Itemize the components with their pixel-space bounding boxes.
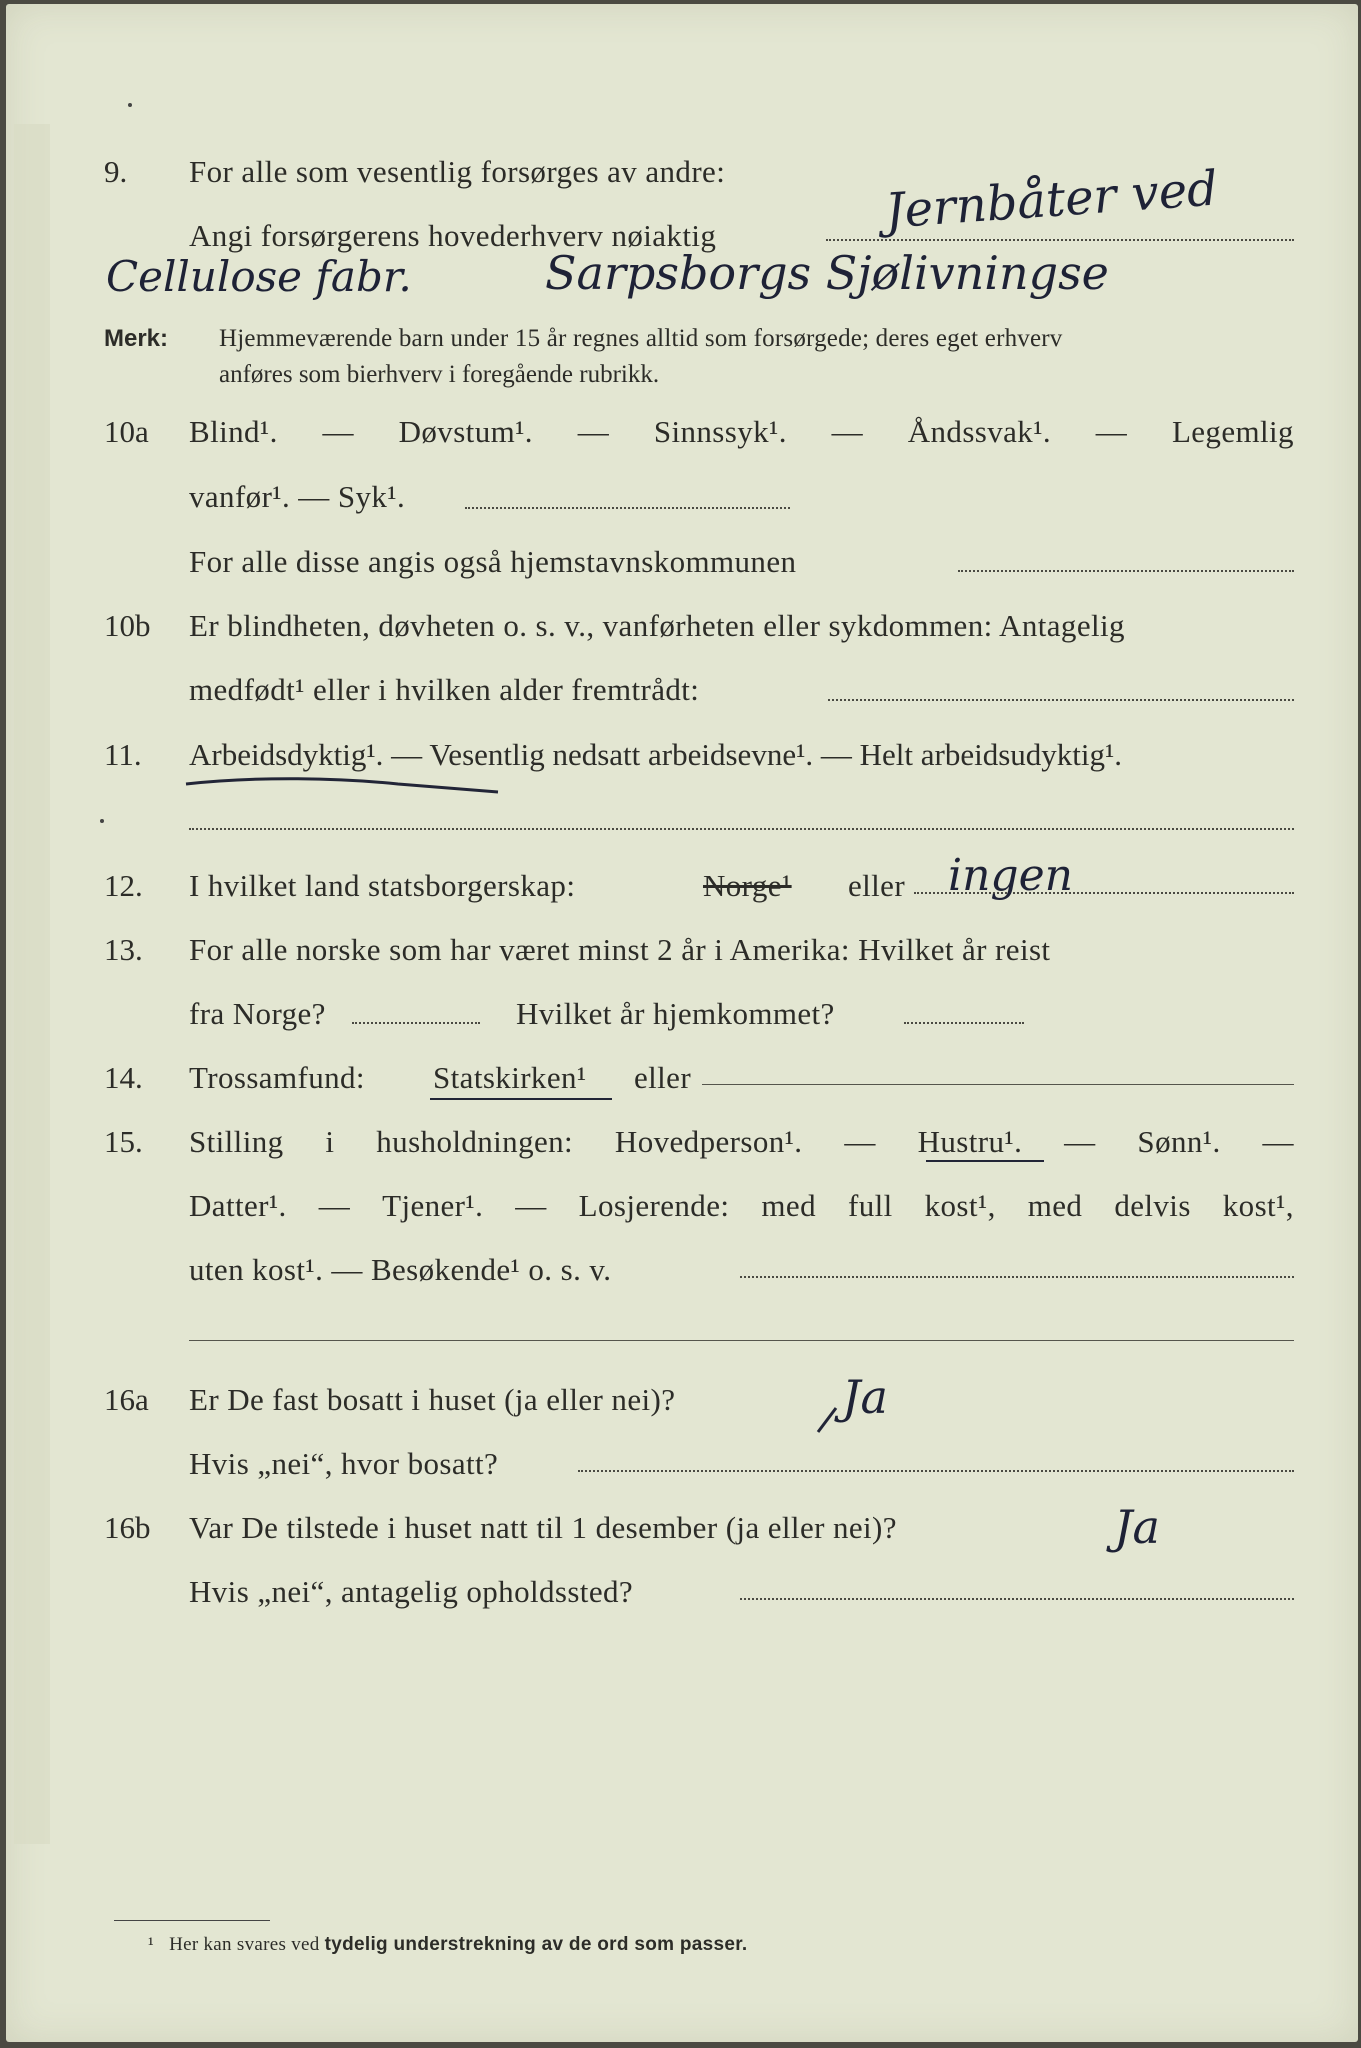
q10a-options — [189, 414, 1294, 450]
q9-handwritten-answer-2a: Cellulose fabr. — [106, 252, 412, 301]
q10b-row-1 — [0, 606, 1361, 650]
merk-text-line1: Hjemmeværende barn under 15 år regnes alltid som forsørgede; deres eget erhverv — [219, 325, 1063, 352]
q12-struck-option: Norge¹ — [703, 868, 792, 903]
q15-row-2 — [0, 1186, 1361, 1230]
q15-opt: Losjerende: — [578, 1188, 730, 1223]
q15-opt: — — [1262, 1124, 1294, 1159]
q15-row-3 — [0, 1250, 1361, 1294]
q9-handwritten-answer-2b: Sarpsborgs Sjølivningse — [545, 246, 1109, 300]
q15-opt: Datter¹. — [189, 1188, 287, 1223]
footnote-text-bold: tydelig understrekning av de ord som passer. — [324, 1934, 748, 1955]
q15-opt: Hovedperson¹. — [614, 1124, 803, 1159]
q10a-opt: Sinnssyk¹. — [653, 414, 787, 449]
q16a-text-line2: Hvis „nei“, hvor bosatt? — [189, 1446, 499, 1481]
q13-text-line2a: fra Norge? — [189, 996, 326, 1031]
q15-options-line1 — [189, 1124, 1294, 1160]
q15-opt: i — [325, 1124, 335, 1159]
q10b-row-2 — [0, 670, 1361, 714]
q16b-number: 16b — [104, 1510, 151, 1545]
q13-text-line2b: Hvilket år hjemkommet? — [516, 996, 835, 1031]
q10a-row-3 — [0, 542, 1361, 586]
q10b-text-line1: Er blindheten, døvheten o. s. v., vanførheten eller sykdommen: Antagelig — [189, 608, 1125, 643]
q10a-text-line3: For alle disse angis også hjemstavnskommunen — [189, 544, 797, 579]
q15-opt: med — [761, 1188, 816, 1223]
q15-opt: Stilling — [189, 1124, 284, 1159]
q16a-handwritten-answer: Ja — [842, 1370, 888, 1424]
q12-handwritten-answer: ingen — [948, 850, 1073, 901]
q10b-number: 10b — [104, 608, 151, 643]
footnote-mark: ¹ — [148, 1934, 154, 1955]
q15-opt: kost¹, — [924, 1188, 996, 1223]
merk-row-2 — [0, 358, 1361, 402]
q10a-opt: — — [831, 414, 863, 449]
q10a-opt: — — [577, 414, 610, 449]
q9-handwritten-answer-1: Jernbåter ved — [883, 160, 1220, 240]
q13-reist-line — [352, 1022, 480, 1024]
q15-text-line3: uten kost¹. — Besøkende¹ o. s. v. — [189, 1252, 612, 1287]
q11-answer-line — [189, 828, 1294, 830]
q15-opt: Tjener¹. — [382, 1188, 484, 1223]
q14-handwritten-underline — [430, 1098, 612, 1100]
q11-text-line1: Arbeidsdyktig¹. — Vesentlig nedsatt arbeidsevne¹. — Helt arbeidsudyktig¹. — [189, 737, 1123, 772]
q9-text-line2: Angi forsørgerens hovederhverv nøiaktig — [189, 218, 717, 253]
q11-row-1 — [0, 735, 1361, 779]
q16b-text-line2: Hvis „nei“, antagelig opholdssted? — [189, 1574, 634, 1609]
q13-text-line1: For alle norske som har været minst 2 år i Amerika: Hvilket år reist — [189, 932, 1051, 967]
q12-number: 12. — [104, 868, 143, 903]
page-mark — [100, 819, 104, 823]
q10b-answer-line — [828, 699, 1294, 701]
q10a-syk-line — [465, 507, 790, 509]
q10a-opt: — — [1095, 414, 1128, 449]
q15-number: 15. — [104, 1124, 143, 1159]
q16b-text-line1: Var De tilstede i huset natt til 1 desember (ja eller nei)? — [189, 1510, 897, 1545]
q16a-number: 16a — [104, 1382, 149, 1417]
q11-number: 11. — [104, 737, 142, 772]
q16a-row-1 — [0, 1380, 1361, 1424]
footnote-text: Her kan svares ved — [169, 1934, 320, 1955]
q10a-hjemstavn-line — [958, 570, 1294, 572]
q15-opt: delvis — [1114, 1188, 1191, 1223]
q12-row-1 — [0, 866, 1361, 910]
q14-or: eller — [634, 1060, 692, 1095]
q10a-opt: Blind¹. — [189, 414, 278, 449]
q15-answer-line-2 — [189, 1340, 1294, 1341]
q14-number: 14. — [104, 1060, 143, 1095]
q12-or: eller — [848, 868, 906, 903]
q12-text-line1: I hvilket land statsborgerskap: — [189, 868, 576, 903]
page-mark — [128, 103, 132, 107]
q15-opt: husholdningen: — [376, 1124, 574, 1159]
q15-opt: — — [844, 1124, 876, 1159]
footnote-rule — [114, 1920, 270, 1921]
q13-number: 13. — [104, 932, 143, 967]
q14-option: Statskirken¹ — [433, 1060, 587, 1095]
footnote — [148, 1934, 748, 1956]
q15-opt: full — [847, 1188, 893, 1223]
q10a-opt: Åndssvak¹. — [907, 414, 1052, 449]
q10a-opt: — — [322, 414, 354, 449]
merk-label: Merk: — [104, 325, 169, 352]
q13-row-2 — [0, 994, 1361, 1038]
q14-answer-line — [702, 1084, 1294, 1085]
q16b-handwritten-answer: Ja — [1114, 1500, 1160, 1554]
q16a-row-2 — [0, 1444, 1361, 1488]
q10a-opt: Legemlig — [1171, 414, 1294, 449]
q9-number: 9. — [104, 154, 128, 189]
q14-row-1 — [0, 1058, 1361, 1102]
q15-options-line2 — [189, 1188, 1294, 1224]
q10a-row-1 — [0, 412, 1361, 456]
q15-opt: med — [1027, 1188, 1083, 1223]
q9-text-line1: For alle som vesentlig forsørges av andre: — [189, 154, 726, 189]
q10a-opt: Døvstum¹. — [398, 414, 533, 449]
merk-text-line2: anføres som bierhverv i foregående rubrikk. — [219, 361, 660, 388]
q10a-row-2 — [0, 477, 1361, 521]
q15-opt-hustru: Hustru¹. — [917, 1124, 1023, 1159]
q15-opt: — — [515, 1188, 547, 1223]
q15-answer-line — [740, 1276, 1294, 1278]
q15-opt: kost¹, — [1222, 1188, 1294, 1223]
q16a-answer-line — [578, 1470, 1294, 1472]
q13-row-1 — [0, 930, 1361, 974]
q10a-text-line2: vanfør¹. — Syk¹. — [189, 479, 406, 514]
q15-opt: — — [318, 1188, 351, 1223]
q9-answer-line — [826, 239, 1294, 241]
q10a-number: 10a — [104, 414, 149, 449]
q15-opt: — — [1064, 1124, 1096, 1159]
q13-hjemkommet-line — [904, 1022, 1024, 1024]
q14-label: Trossamfund: — [189, 1060, 365, 1095]
q15-row-1 — [0, 1122, 1361, 1166]
q16b-answer-line — [740, 1598, 1294, 1600]
q16b-row-2 — [0, 1572, 1361, 1616]
q15-opt: Sønn¹. — [1137, 1124, 1221, 1159]
q16a-text-line1: Er De fast bosatt i huset (ja eller nei)? — [189, 1382, 676, 1417]
q10b-text-line2: medfødt¹ eller i hvilken alder fremtrådt: — [189, 672, 700, 707]
q15-hustru-underline — [926, 1160, 1044, 1162]
